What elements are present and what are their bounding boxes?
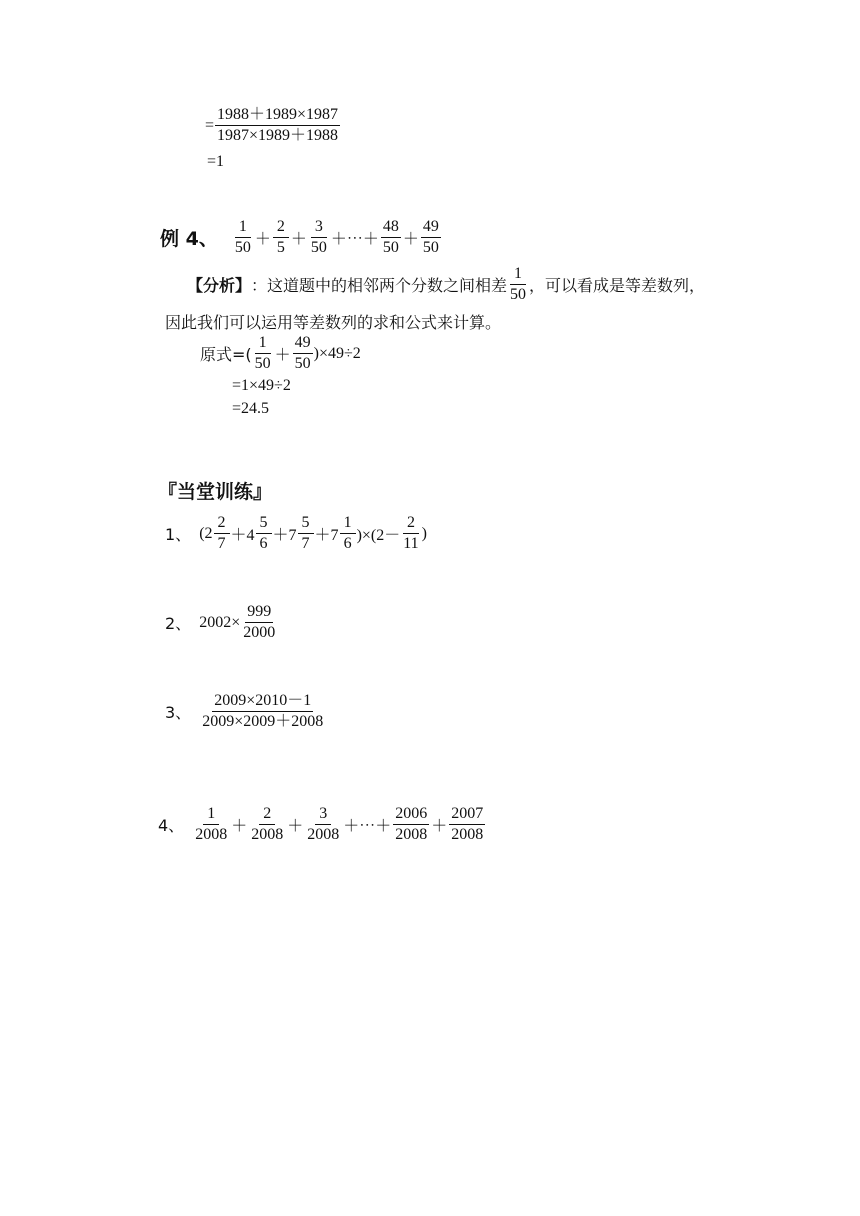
fraction (309, 217, 329, 258)
solution-fraction-2 (293, 333, 313, 374)
fraction-numerator: 2 (273, 217, 289, 238)
fraction-denominator: 50 (234, 239, 251, 256)
fraction-e (401, 513, 420, 554)
fraction-denominator: 7 (217, 535, 226, 552)
fraction-numerator: 999 (245, 602, 273, 623)
fraction-denominator: 50 (422, 239, 439, 256)
plus-whole-4: ＋4 (230, 527, 255, 544)
fraction-denominator: 11 (403, 535, 419, 552)
solution-prefix: 原式=( (200, 345, 252, 364)
plus-whole-7a: ＋7 (272, 527, 297, 544)
solution-line-3: =24.5 (232, 400, 270, 417)
fraction-numerator: 2 (214, 513, 230, 534)
fraction (421, 217, 441, 258)
continuation-line-2: =1 (207, 153, 225, 170)
fraction-numerator: 48 (381, 217, 401, 238)
solution-line-1 (200, 333, 361, 374)
fraction-numerator: 49 (293, 333, 313, 354)
analysis-text-2: ，可以看成是等差数列， (529, 276, 706, 295)
operator: ＋⋯＋ (330, 231, 379, 248)
solution-fraction-1 (253, 333, 273, 374)
problem-number: 1、 (165, 525, 192, 544)
fraction-a (214, 513, 230, 554)
example-label: 例 4、 (160, 228, 218, 250)
fraction-denominator: 2008 (195, 826, 228, 843)
plus-sign: ＋ (274, 347, 291, 364)
multiplier: 2002× (199, 613, 241, 631)
fraction-c (298, 513, 314, 554)
fraction-denominator: 50 (310, 239, 327, 256)
problem-terms (192, 804, 486, 845)
practice-title: 『当堂训练』 (158, 481, 273, 503)
fraction (305, 804, 341, 845)
fraction-denominator: 6 (259, 535, 268, 552)
fraction-numerator: 2 (403, 513, 419, 534)
fraction-numerator: 5 (298, 513, 314, 534)
fraction-denominator: 2000 (243, 624, 276, 641)
analysis-label: 【分析】 (187, 276, 252, 295)
fraction-numerator: 1 (235, 217, 251, 238)
fraction (241, 602, 277, 643)
fraction-denominator: 50 (382, 239, 399, 256)
analysis-line-2: 因此我们可以运用等差数列的求和公式来计算。 (165, 313, 502, 332)
fraction (193, 804, 229, 845)
fraction-numerator: 5 (256, 513, 272, 534)
fraction-numerator: 1 (203, 804, 219, 825)
operator: ＋ (254, 231, 271, 248)
problem-number: 4、 (158, 816, 185, 835)
fraction-numerator: 1 (255, 333, 271, 354)
fraction (249, 804, 285, 845)
operator: ＋ (231, 818, 248, 835)
example-terms (232, 217, 442, 258)
analysis-fraction (508, 264, 528, 305)
fraction-numerator: 3 (315, 804, 331, 825)
fraction (200, 691, 325, 732)
fraction (393, 804, 429, 845)
fraction-denominator: 6 (343, 535, 352, 552)
fraction-denominator: 2009×2009＋2008 (202, 713, 324, 730)
operator: ＋ (431, 818, 448, 835)
fraction-denominator: 2008 (395, 826, 428, 843)
fraction-numerator: 2009×2010－1 (212, 691, 313, 712)
fraction-numerator: 2006 (393, 804, 429, 825)
operator: ＋ (287, 818, 304, 835)
fraction-denominator: 2008 (307, 826, 340, 843)
solution-suffix: )×49÷2 (313, 344, 361, 362)
fraction-denominator: 2008 (251, 826, 284, 843)
fraction-b (256, 513, 272, 554)
solution-line-2: =1×49÷2 (232, 377, 291, 394)
example-4-expression (160, 217, 442, 258)
fraction-denominator: 7 (301, 535, 310, 552)
close-paren: ) (421, 524, 427, 542)
fraction (233, 217, 253, 258)
analysis-line-1 (187, 264, 705, 305)
analysis-text-1: ：这道题中的相邻两个分数之间相差 (251, 276, 508, 295)
open-paren-mixed: (2 (199, 524, 213, 542)
times-paren: )×(2－ (356, 527, 401, 544)
continuation-line-1 (205, 105, 341, 146)
fraction-numerator: 2007 (449, 804, 485, 825)
plus-whole-7b: ＋7 (314, 527, 339, 544)
fraction-numerator: 3 (311, 217, 327, 238)
practice-problem-4 (158, 804, 486, 845)
operator: ＋ (290, 231, 307, 248)
practice-problem-1 (165, 513, 427, 554)
fraction (449, 804, 485, 845)
fraction (273, 217, 289, 258)
fraction-denominator: 5 (276, 239, 285, 256)
problem-number: 3、 (165, 703, 192, 722)
fraction-numerator: 1988＋1989×1987 (215, 105, 340, 126)
practice-problem-2 (165, 602, 278, 643)
fraction-denominator: 50 (294, 355, 311, 372)
fraction-denominator: 2008 (451, 826, 484, 843)
fraction-d (340, 513, 356, 554)
operator: ＋ (402, 231, 419, 248)
fraction-numerator: 1 (510, 264, 526, 285)
fraction-denominator: 1987×1989＋1988 (217, 127, 339, 144)
problem-number: 2、 (165, 614, 192, 633)
equals-sign: = (205, 116, 215, 134)
fraction-denominator: 50 (510, 286, 527, 303)
fraction (381, 217, 401, 258)
fraction-denominator: 50 (254, 355, 271, 372)
fraction-numerator: 49 (421, 217, 441, 238)
continuation-fraction (215, 105, 340, 146)
practice-problem-3 (165, 691, 326, 732)
operator: ＋⋯＋ (343, 818, 392, 835)
fraction-numerator: 1 (340, 513, 356, 534)
fraction-numerator: 2 (259, 804, 275, 825)
